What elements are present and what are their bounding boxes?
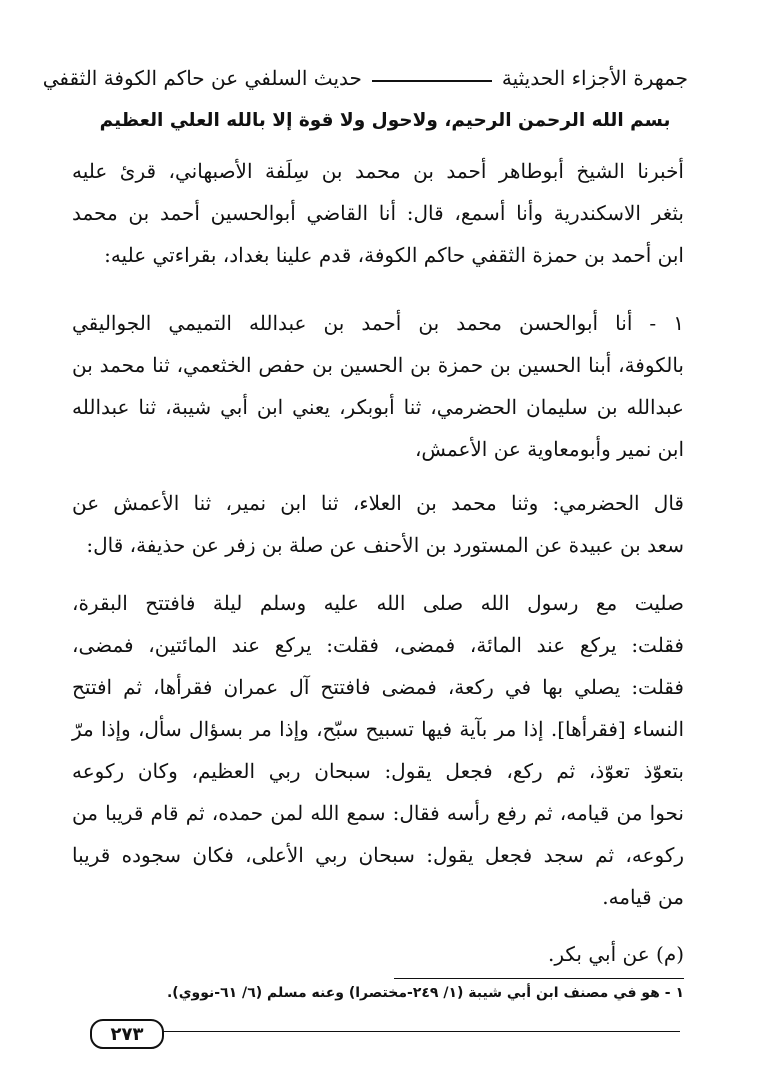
text-line: ابن نمير وأبومعاوية عن الأعمش، [414, 437, 684, 461]
footnote: ١ - هو في مصنف ابن أبي شيبة (١/ ٢٤٩-مختصرا) وعنه مسلم (٦/ ٦١-نووي). [166, 985, 684, 1001]
text-line: نحوا من قيامه، ثم رفع رأسه فقال: سمع الله لمن حمده، ثم قام قريبا من [72, 801, 684, 825]
basmala: بسم الله الرحمن الرحيم، ولاحول ولا قوة إلا بالله العلي العظيم [99, 110, 671, 131]
text-line: من قيامه. [602, 885, 684, 909]
text-line: بتعوّذ تعوّذ، ثم ركع، فجعل يقول: سبحان ربي العظيم، وكان ركوعه [72, 759, 684, 783]
takhrij-note: (م) عن أبي بكر. [547, 942, 684, 966]
text-line: صليت مع رسول الله صلى الله عليه وسلم ليلة فافتتح البقرة، [72, 591, 684, 615]
intro-paragraph [72, 150, 684, 276]
page-bottom-rule [160, 1031, 680, 1032]
text-line: عبدالله بن سليمان الحضرمي، ثنا أبوبكر، يعني ابن أبي شيبة، ثنا عبدالله [72, 395, 684, 419]
page-number: ٢٧٣ [90, 1019, 164, 1049]
header-book-title: جمهرة الأجزاء الحديثية [501, 66, 688, 90]
text-line: قال الحضرمي: وثنا محمد بن العلاء، ثنا ابن نمير، ثنا الأعمش عن [72, 491, 684, 515]
text-line: ابن أحمد بن حمزة الثقفي حاكم الكوفة، قدم علينا بغداد، بقراءتي عليه: [104, 243, 684, 267]
text-line: ركوعه، ثم سجد فجعل يقول: سبحان ربي الأعلى، فكان سجوده قريبا [72, 843, 685, 867]
isnad-paragraph [72, 302, 684, 470]
text-line: أخبرنا الشيخ أبوطاهر أحمد بن محمد بن سِلَفة الأصبهاني، قرئ عليه [72, 159, 684, 183]
text-line: سعد بن عبيدة عن المستورد بن الأحنف عن صلة بن زفر عن حذيفة، قال: [86, 533, 684, 557]
footnote-separator [394, 978, 684, 979]
running-header [42, 58, 688, 98]
header-section-title: حديث السلفي عن حاكم الكوفة الثقفي [42, 66, 362, 90]
text-line: ١ - أنا أبوالحسن محمد بن أحمد بن عبدالله التميمي الجواليقي [72, 311, 684, 335]
text-line: بثغر الاسكندرية وأنا أسمع، قال: أنا القاضي أبوالحسين أحمد بن محمد [72, 201, 684, 225]
second-isnad-paragraph [72, 482, 684, 566]
hadith-text-paragraph [72, 582, 684, 918]
text-line: النساء [فقرأها]. إذا مر بآية فيها تسبيح سبّح، وإذا مر بسؤال سأل، وإذا مرّ [72, 717, 684, 741]
text-line: بالكوفة، أبنا الحسين بن حمزة بن الحسين بن حفص الخثعمي، ثنا محمد بن [72, 353, 684, 377]
text-line: فقلت: يركع عند المائة، فمضى، فقلت: يركع عند المائتين، فمضى، [72, 633, 684, 657]
text-line: فقلت: يصلي بها في ركعة، فمضى فافتتح آل عمران فقرأها، ثم افتتح [72, 675, 684, 699]
header-rule [372, 80, 492, 82]
